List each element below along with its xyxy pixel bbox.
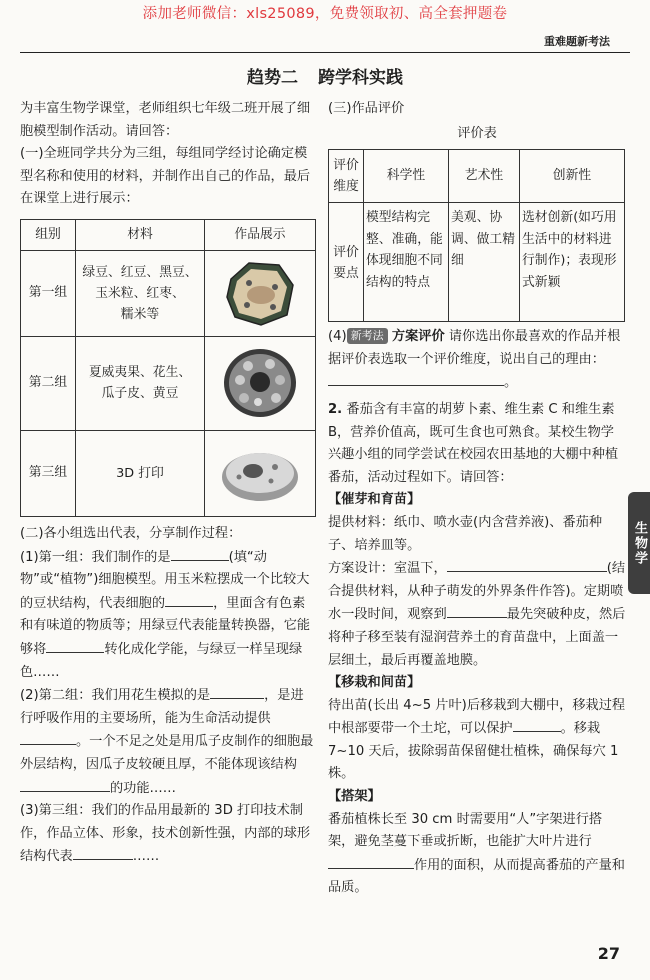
part1-paragraph: (一)全班同学共分为三组，每组同学经讨论确定模型名称和使用的材料，并制作出自己的作品，最后在课堂上进行展示： [20,146,311,207]
section-trellis: 【搭架】 [328,789,381,805]
answer-blank[interactable] [328,854,414,869]
eval-cell-science: 模型结构完整、准确，能体现细胞不同结构的特点 [364,203,449,322]
eval-col-art: 艺术性 [449,150,520,203]
group-3: 第三组 [21,430,76,516]
new-method-badge: 新考法 [347,328,388,344]
eval-points-label: 评价要点 [329,203,364,322]
question-3: (3)第三组：我们的作品用最新的 3D 打印技术制作，作品立体、形象，技术创新性强，内部的球形结构代表 …… [20,803,311,865]
evaluation-table [328,149,625,322]
answer-blank[interactable] [171,546,229,561]
intro-paragraph: 为丰富生物学课堂，老师组织七年级二班开展了细胞模型制作活动。请回答： [20,101,311,139]
group-2: 第二组 [21,336,76,430]
part2-paragraph: (二)各小组选出代表，分享制作过程： [20,525,242,541]
th-materials: 材料 [76,219,205,250]
answer-blank[interactable] [328,371,504,386]
header-rule [20,52,630,53]
right-column [328,98,626,900]
part3-heading: (三)作品评价 [328,101,405,116]
answer-blank[interactable] [20,777,110,792]
left-column [20,98,316,869]
plan-paragraph: 方案设计：室温下， (结合提供材料，从种子萌发的外界条件作答)。定期喷水一段时间，观察到 最先突破种皮，然后将种子移至装有湿润营养土的育苗盘中，上面盖一层细土，最后再覆盖地膜。 [328,557,626,672]
answer-blank[interactable] [447,557,607,572]
section-germination: 【催芽和育苗】 [328,492,421,508]
eval-col-science: 科学性 [364,150,449,203]
answer-blank[interactable] [165,592,213,607]
transplant-paragraph: 待出苗(长出 4~5 片叶)后移栽到大棚中，移栽过程中根部要带一个土坨，可以保护 。移栽 7~10 天后，拔除弱苗保留健壮植株，确保每穴 1 株。 [328,697,626,782]
group-1: 第一组 [21,250,76,336]
section-transplant: 【移栽和间苗】 [328,675,421,691]
page-title: 趋势二 跨学科实践 [247,68,403,88]
3d-print-model-image [205,430,316,516]
th-group: 组别 [21,219,76,250]
animal-cell-model-image [205,336,316,430]
question-2: (2)第二组：我们用花生模拟的是 ，是进行呼吸作用的主要场所，能为生命活动提供。一个不足之处是用瓜子皮制作的细胞最外层结构，因瓜子皮较硬且厚，不能体现该结构的功能…… [20,684,316,800]
question-1: (1)第一组：我们制作的是 (填“动物”或“植物”)细胞模型。用玉米粒摆成一个比较大的豆状结构，代表细胞的 ，里面含有色素和有味道的物质等；用绿豆代表能量转换器，它能够将 转化成化学能，与绿豆一样呈现绿色…… [20,546,316,685]
subject-side-tab: 生物学 [628,492,650,594]
answer-blank[interactable] [447,603,507,618]
page-number: 27 [597,944,620,963]
materials-1: 绿豆、红豆、黑豆、 玉米粒、红枣、 糯米等 [76,250,205,336]
materials-table [20,219,316,517]
answer-blank[interactable] [210,684,264,699]
eval-col-innovation: 创新性 [520,150,625,203]
watermark-text: 添加老师微信：xls25089，免费领取初、高全套押题卷 [142,6,508,22]
answer-blank[interactable] [73,845,133,860]
question-2-intro: 2. 番茄含有丰富的胡萝卜素、维生素 C 和维生素 B，营养价值高，既可生食也可熟食。某校生物学兴趣小组的同学尝试在校园农田基地的大棚中种植番茄，活动过程如下。请回答： [328,401,619,485]
answer-blank[interactable] [513,717,561,732]
materials-2: 夏威夷果、花生、 瓜子皮、黄豆 [76,336,205,430]
header-label: 重难题新考法 [544,35,610,48]
materials-3: 3D 打印 [76,430,205,516]
answer-blank[interactable] [20,730,76,745]
answer-blank[interactable] [46,638,104,653]
th-display: 作品展示 [205,219,316,250]
question-4: (4) 新考法 方案评价 请你选出你最喜欢的作品并根据评价表选取一个评价维度，说出自己的理由：。 [328,329,621,391]
evaluation-table-caption: 评价表 [457,125,497,141]
eval-cell-art: 美观、协调、做工精细 [449,203,520,322]
eval-dimension-label: 评价维度 [329,150,364,203]
eval-cell-innovation: 选材创新(如巧用生活中的材料进行制作)；表现形式新颖 [520,203,625,322]
plant-cell-model-image [205,250,316,336]
trellis-paragraph: 番茄植株长至 30 cm 时需要用“人”字架进行搭架，避免茎蔓下垂或折断，也能扩大叶片进行作用的面积，从而提高番茄的产量和品质。 [328,811,625,896]
materials-paragraph: 提供材料：纸巾、喷水壶(内含营养液)、番茄种子、培养皿等。 [328,514,603,553]
